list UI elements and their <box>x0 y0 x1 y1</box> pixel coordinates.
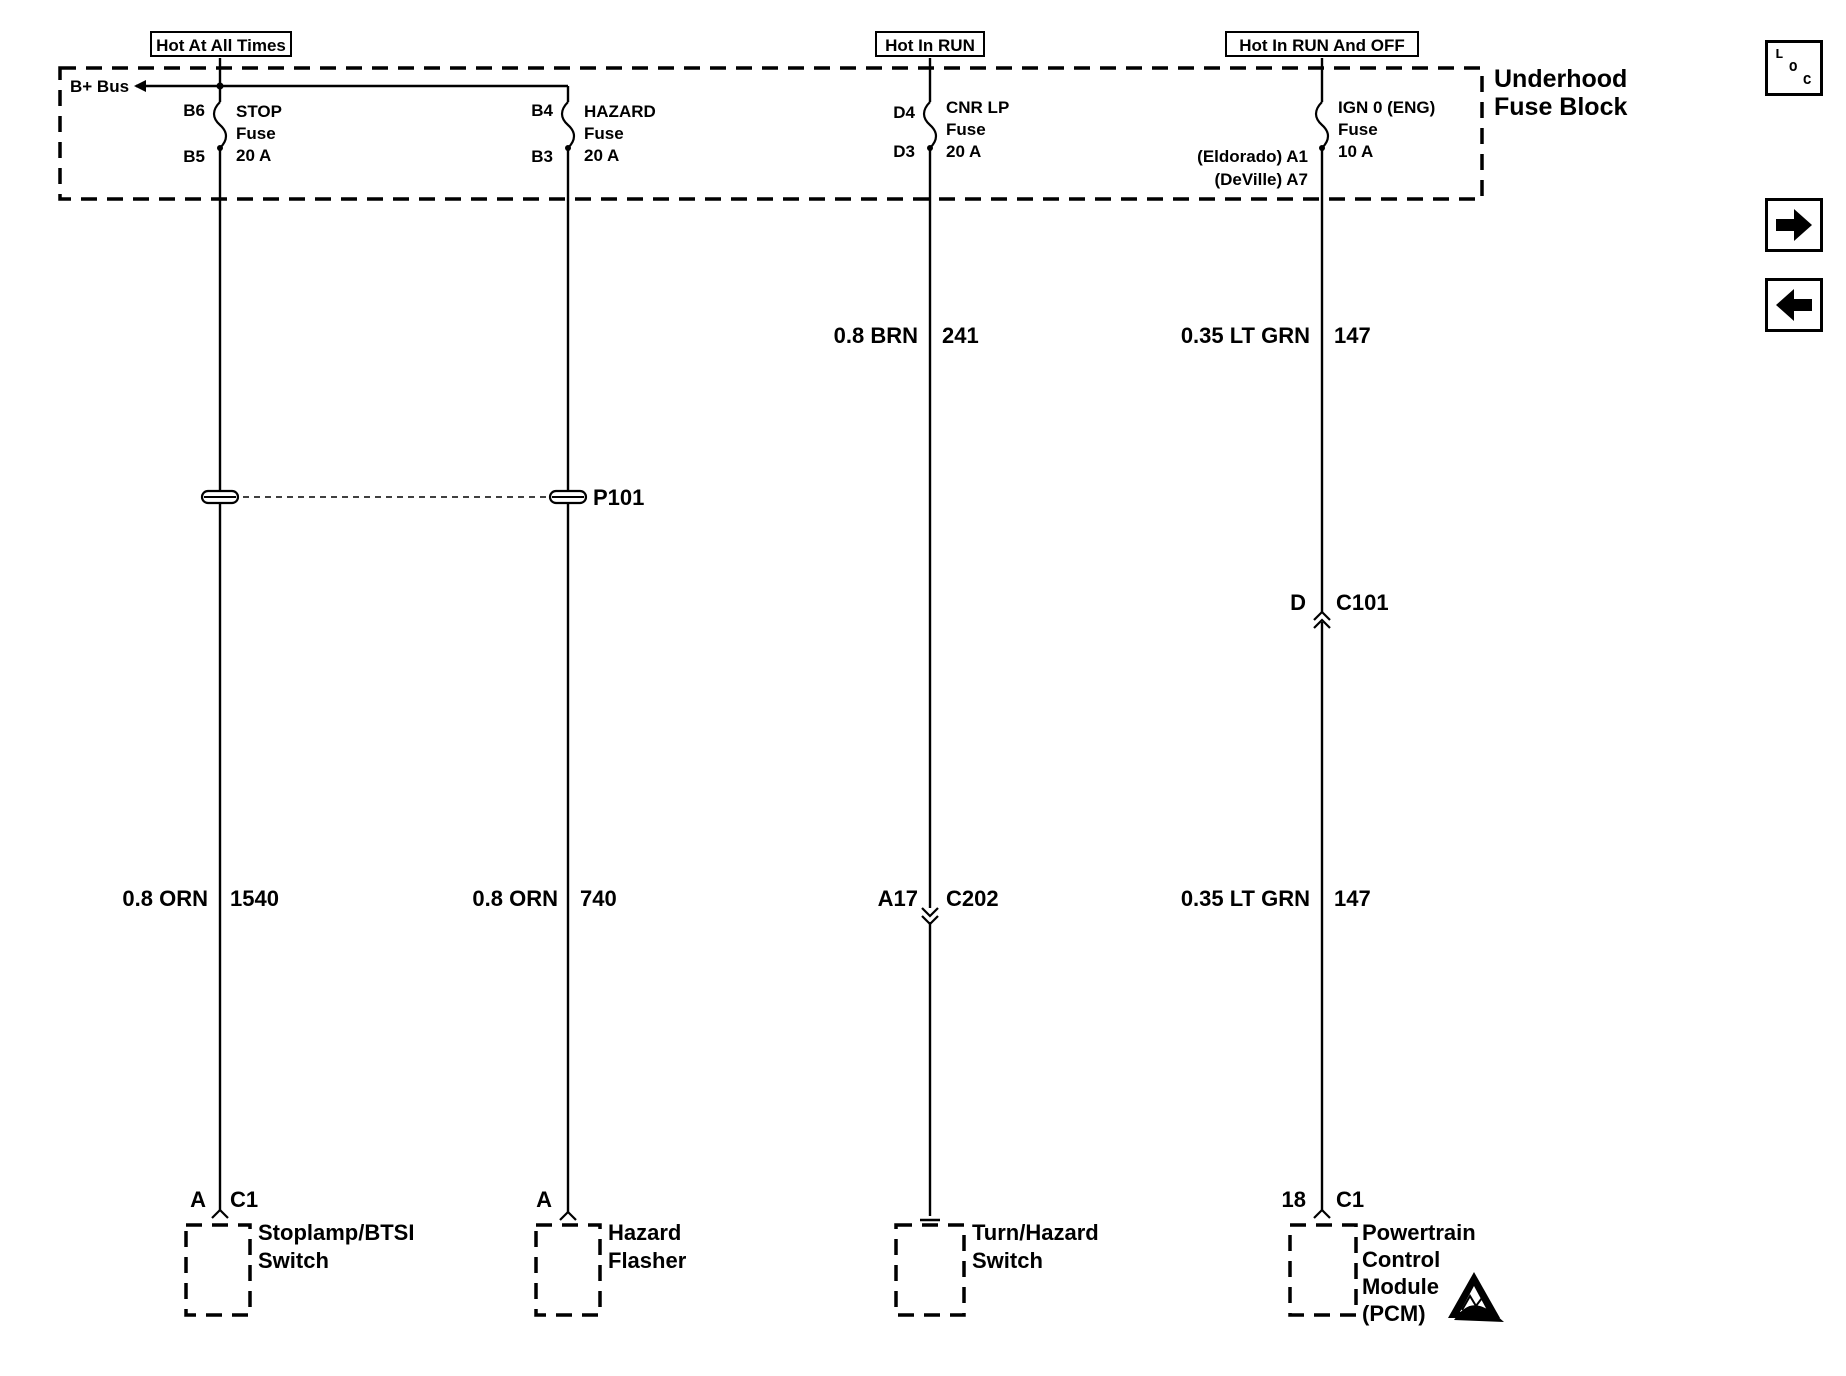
esd-warning-icon <box>1448 1272 1504 1322</box>
ign-fuse-terminal <box>1319 145 1325 151</box>
locator-letter-c: C <box>1803 73 1812 89</box>
stop-fuse-name: STOP <box>236 102 282 121</box>
pcm-label-line3: Module <box>1362 1274 1439 1299</box>
pcm-connector: C1 <box>1336 1187 1365 1212</box>
locator-button[interactable] <box>1765 40 1823 96</box>
pcm-label-line1: Powertrain <box>1362 1220 1476 1245</box>
turn-hazard-label-line1: Turn/Hazard <box>972 1220 1099 1245</box>
pcm-outline <box>1290 1225 1356 1315</box>
p101-label: P101 <box>593 485 645 510</box>
cnr-upper-wire-circuit: 241 <box>942 323 979 348</box>
ign-upper-wire-circuit: 147 <box>1334 323 1371 348</box>
ign-fuse-out-pin-deville: (DeVille) A7 <box>1214 170 1308 189</box>
stoplamp-label-line1: Stoplamp/BTSI <box>258 1220 415 1245</box>
b-plus-bus-arrow-icon <box>134 80 146 92</box>
pcm-pin: 18 <box>1281 1187 1306 1212</box>
ign-lower-wire-circuit: 147 <box>1334 886 1371 911</box>
stoplamp-connector: C1 <box>230 1187 259 1212</box>
stoplamp-switch-outline <box>186 1225 250 1315</box>
c101-name: C101 <box>1336 590 1389 615</box>
hazard-flasher-outline <box>536 1225 600 1315</box>
hazard-flasher-label-line2: Flasher <box>608 1248 687 1273</box>
next-page-button[interactable] <box>1765 198 1823 252</box>
p101-grommet-stop-icon <box>202 491 238 503</box>
stoplamp-label-line2: Switch <box>258 1248 329 1273</box>
ign-fuse-rating: 10 A <box>1338 142 1374 161</box>
locator-letter-l: L <box>1775 47 1784 63</box>
c202-name: C202 <box>946 886 999 911</box>
hazard-flasher-label-line1: Hazard <box>608 1220 682 1245</box>
stop-wire-color: 0.8 ORN <box>122 886 208 911</box>
hazard-fuse-terminal <box>565 145 571 151</box>
p101-grommet-hazard-icon <box>550 491 586 503</box>
pcm-label-line2: Control <box>1362 1247 1441 1272</box>
cnr-fuse-in-pin: D4 <box>893 103 915 122</box>
fuse-block-title-line1: Underhood <box>1494 65 1628 93</box>
locator-letter-o: O <box>1789 60 1798 76</box>
cnr-fuse-out-pin: D3 <box>893 142 915 161</box>
cnr-fuse-name: CNR LP <box>946 98 1010 117</box>
stoplamp-terminal-icon <box>212 1210 228 1218</box>
hot-at-all-times-label: Hot At All Times <box>156 36 286 55</box>
hazard-fuse-word: Fuse <box>584 124 624 143</box>
hazard-flasher-pin: A <box>536 1187 552 1212</box>
stop-fuse-out-pin: B5 <box>183 147 205 166</box>
turn-hazard-label-line2: Switch <box>972 1248 1043 1273</box>
c202-connector-icon <box>922 908 938 924</box>
cnr-fuse-icon <box>924 102 936 148</box>
hazard-wire-circuit: 740 <box>580 886 617 911</box>
hazard-fuse-out-pin: B3 <box>531 147 553 166</box>
hazard-fuse-in-pin: B4 <box>531 101 553 120</box>
b-plus-bus-label: B+ Bus <box>70 77 130 96</box>
stop-fuse-in-pin: B6 <box>183 101 205 120</box>
cnr-upper-wire-color: 0.8 BRN <box>833 323 918 348</box>
arrow-left-icon <box>1768 281 1820 329</box>
ign-fuse-icon <box>1316 102 1328 148</box>
pcm-label-line4: (PCM) <box>1362 1301 1426 1326</box>
stop-fuse-rating: 20 A <box>236 146 272 165</box>
fuse-block-title-line2: Fuse Block <box>1494 93 1628 121</box>
c202-pin: A17 <box>877 886 918 911</box>
ign-lower-wire-color: 0.35 LT GRN <box>1180 886 1310 911</box>
stop-fuse-word: Fuse <box>236 124 276 143</box>
stop-wire-circuit: 1540 <box>230 886 279 911</box>
ign-fuse-name: IGN 0 (ENG) <box>1338 98 1436 117</box>
hazard-wire-color: 0.8 ORN <box>472 886 558 911</box>
ign-fuse-word: Fuse <box>1338 120 1378 139</box>
cnr-fuse-rating: 20 A <box>946 142 982 161</box>
hot-in-run-and-off-label: Hot In RUN And OFF <box>1239 36 1405 55</box>
stoplamp-pin: A <box>190 1187 206 1212</box>
cnr-fuse-word: Fuse <box>946 120 986 139</box>
hazard-fuse-name: HAZARD <box>584 102 656 121</box>
turn-hazard-switch-outline <box>896 1225 964 1315</box>
stop-fuse-icon <box>214 102 226 148</box>
ign-upper-wire-color: 0.35 LT GRN <box>1180 323 1310 348</box>
previous-page-button[interactable] <box>1765 278 1823 332</box>
pcm-terminal-icon <box>1314 1210 1330 1218</box>
stop-fuse-terminal <box>217 145 223 151</box>
hazard-flasher-terminal-icon <box>560 1212 576 1220</box>
hazard-fuse-icon <box>562 102 574 148</box>
arrow-right-icon <box>1768 201 1820 249</box>
ign-fuse-out-pin-eldorado: (Eldorado) A1 <box>1197 147 1308 166</box>
hazard-fuse-rating: 20 A <box>584 146 620 165</box>
c101-pin: D <box>1290 590 1306 615</box>
hot-in-run-label: Hot In RUN <box>885 36 975 55</box>
cnr-fuse-terminal <box>927 145 933 151</box>
